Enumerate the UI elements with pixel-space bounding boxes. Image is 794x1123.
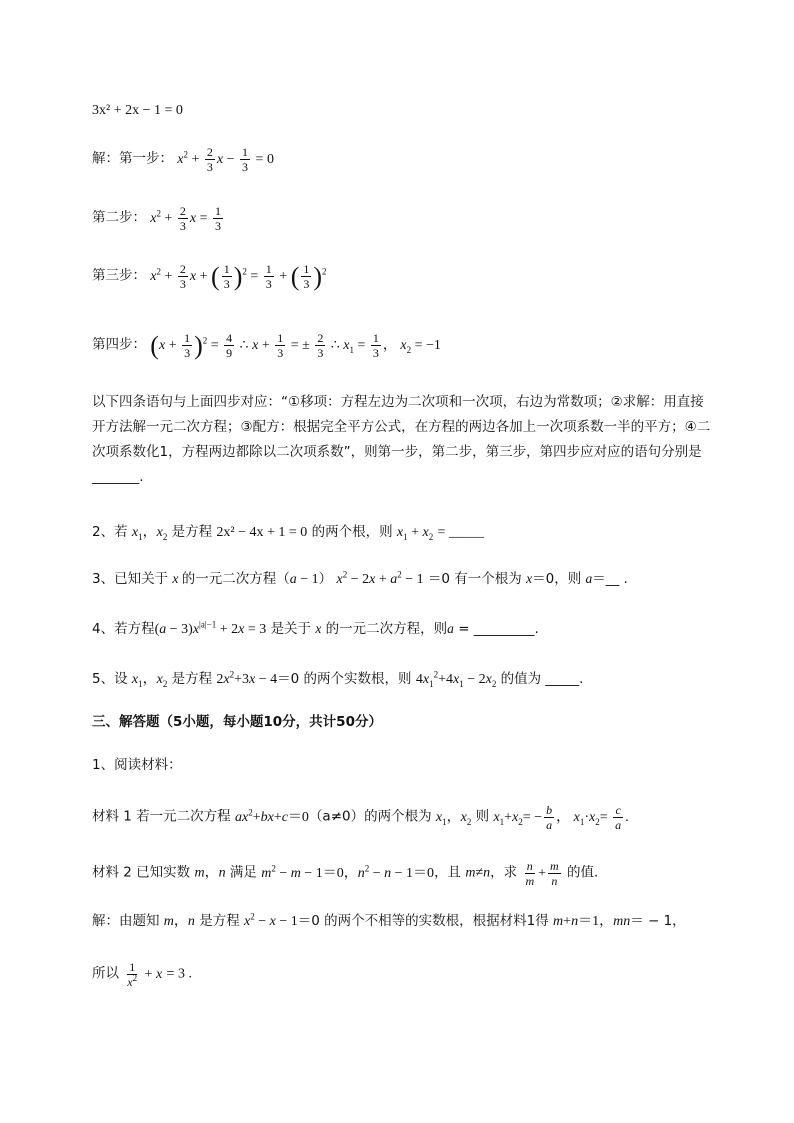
material-2: 材料 2 已知实数 m，n 满足 $m^2 - m - 1=0$，$n^2 - n - 1=0$，且 m≠n，求 $\frac{n}{m}$ + $\frac{m}{n}$ 的值.: [92, 859, 599, 888]
step-3-label: 第三步：: [92, 267, 146, 284]
solution-line: 解：由题知 m，n 是方程 $x^2 - x - 1=0$ 的两个不相等的实数根，根据材料1得 m+n＝1，mn＝ − 1，: [92, 911, 686, 929]
q3-mid2: ）: [318, 571, 333, 587]
question-3: 3、已知关于 x 的一元二次方程（a − 1） $x^2 - 2x + a^2 - 1 =0$ 有一个根为 x＝0，则 a＝__ .: [92, 569, 628, 587]
q3-prefix: 3、已知关于: [92, 571, 169, 587]
question-1-text: 以下四条语句与上面四步对应：“①移项：方程左边为二次项和一次项，右边为常数项；②求解：用直接开方法解一元二次方程；③配方：根据完全平方公式，在方程的两边各加上一次项系数一半的平方；④二次项系数化1，方程两边都除以二次项系数”，则第一步，第二步，第三步，第四步应对应的语句分别是_______.: [92, 394, 711, 485]
material-1-then: 则: [475, 808, 490, 825]
step-1-label: 解：第一步：: [92, 150, 173, 167]
solution-prefix: 解：由题知: [92, 913, 160, 929]
material-1-prefix: 材料 1 若一元二次方程: [92, 808, 231, 825]
q2-mid: 是方程: [171, 524, 213, 540]
step-2: [92, 205, 225, 232]
step-4-formula: (x + $\frac{1}{3}$ )$^2$ = $\frac{4}{9}$ ∴ x + $\frac{1}{3}$ = ± $\frac{2}{3}$ ∴ $x_1$ = $\frac{1}{3}$ ， $x_2 = -1$: [150, 330, 441, 360]
material-2-cond: 满足: [229, 864, 257, 881]
question-4: 4、若方程$(a - 3)x^{|a|-1} + 2x = 3$ 是关于 x 的一元二次方程，则a = _________.: [92, 619, 539, 637]
solution-end: ＝ − 1，: [630, 913, 686, 929]
q5-blank: 的值为 _____.: [500, 671, 584, 687]
step-1: [92, 146, 274, 173]
material-2-end: 的值.: [567, 864, 599, 881]
q3-tail: ＝0 有一个根为: [427, 571, 522, 587]
so-line: 所以 $\frac{1}{x^2}$ + x = 3 .: [92, 960, 192, 989]
question-2: 2、若 $x_1$，$x_2$ 是方程 2x² − 4x + 1 = 0 的两个根，则 $x_1 + x_2$ = _____: [92, 524, 484, 542]
step-4-label: 第四步：: [92, 336, 146, 353]
problem-1-title: 1、阅读材料：: [92, 757, 182, 773]
q4-mid: 是关于: [270, 621, 312, 637]
q4-blank: = _________.: [458, 621, 539, 637]
solution-mid: 是方程: [199, 913, 240, 929]
q4-mid2: 的一元二次方程，则: [325, 621, 448, 637]
step-2-label: 第二步：: [92, 209, 146, 226]
q3-blank: ＝__ .: [592, 571, 628, 587]
material-2-ask: ，求: [490, 864, 518, 881]
q2-suffix: 的两个根，则: [311, 524, 393, 540]
solution-mid2: ＝0 的两个不相等的实数根，根据材料1得: [297, 913, 549, 929]
step-2-formula: $x^2$ + $\frac{2}{3}$ x = $\frac{1}{3}$: [150, 204, 222, 233]
so-end: = 3 .: [166, 966, 192, 982]
q4-prefix: 4、若方程: [92, 621, 155, 637]
material-1-cond: （a≠0）的两个根为: [308, 808, 432, 825]
material-2-prefix: 材料 2 已知实数: [92, 864, 191, 881]
q5-prefix: 5、设: [92, 671, 128, 687]
equation-top: 3x² + 2x − 1 = 0: [92, 103, 183, 118]
q3-mid: 的一元二次方程（: [181, 571, 290, 587]
q2-blank: = _____: [437, 525, 484, 540]
material-2-and: ，且: [434, 864, 462, 881]
step-1-formula: $x^2$ + $\frac{2}{3}$ x − $\frac{1}{3}$ = 0: [177, 145, 274, 174]
step-4: [92, 332, 441, 359]
q3-tail2: ＝0，则: [532, 571, 582, 587]
section-3-heading: 三、解答题（5小题，每小题10分，共计50分）: [92, 714, 382, 730]
question-5: 5、设 $x_1$，$x_2$ 是方程 $2x^2+3x - 4=0$ 的两个实数根，则 $4x_1^2+4x_1 - 2x_2$ 的值为 _____.: [92, 669, 584, 689]
so-prefix: 所以: [92, 965, 119, 982]
step-3-formula: $x^2$ + $\frac{2}{3}$ x + ( $\frac{1}{3}$ )$^2$ = $\frac{1}{3}$ + ( $\frac{1}{3}$ )$^2$: [150, 261, 327, 291]
q5-mid: 是方程: [171, 671, 213, 687]
step-3: [92, 263, 327, 290]
q2-equation: 2x² − 4x + 1 = 0: [216, 525, 308, 540]
material-1: 材料 1 若一元二次方程 $ax^2+bx+c=0(a\ne 0)$的两个根为 $x_1$，$x_2$ 则 $x_1+x_2=$ − $\frac{b}{a}$ ， $x_1\cdot x_2=$ $\frac{c}{a}$ .: [92, 803, 629, 832]
q2-prefix: 2、若: [92, 524, 128, 540]
q5-mid2: ＝0 的两个实数根，则: [277, 671, 412, 687]
